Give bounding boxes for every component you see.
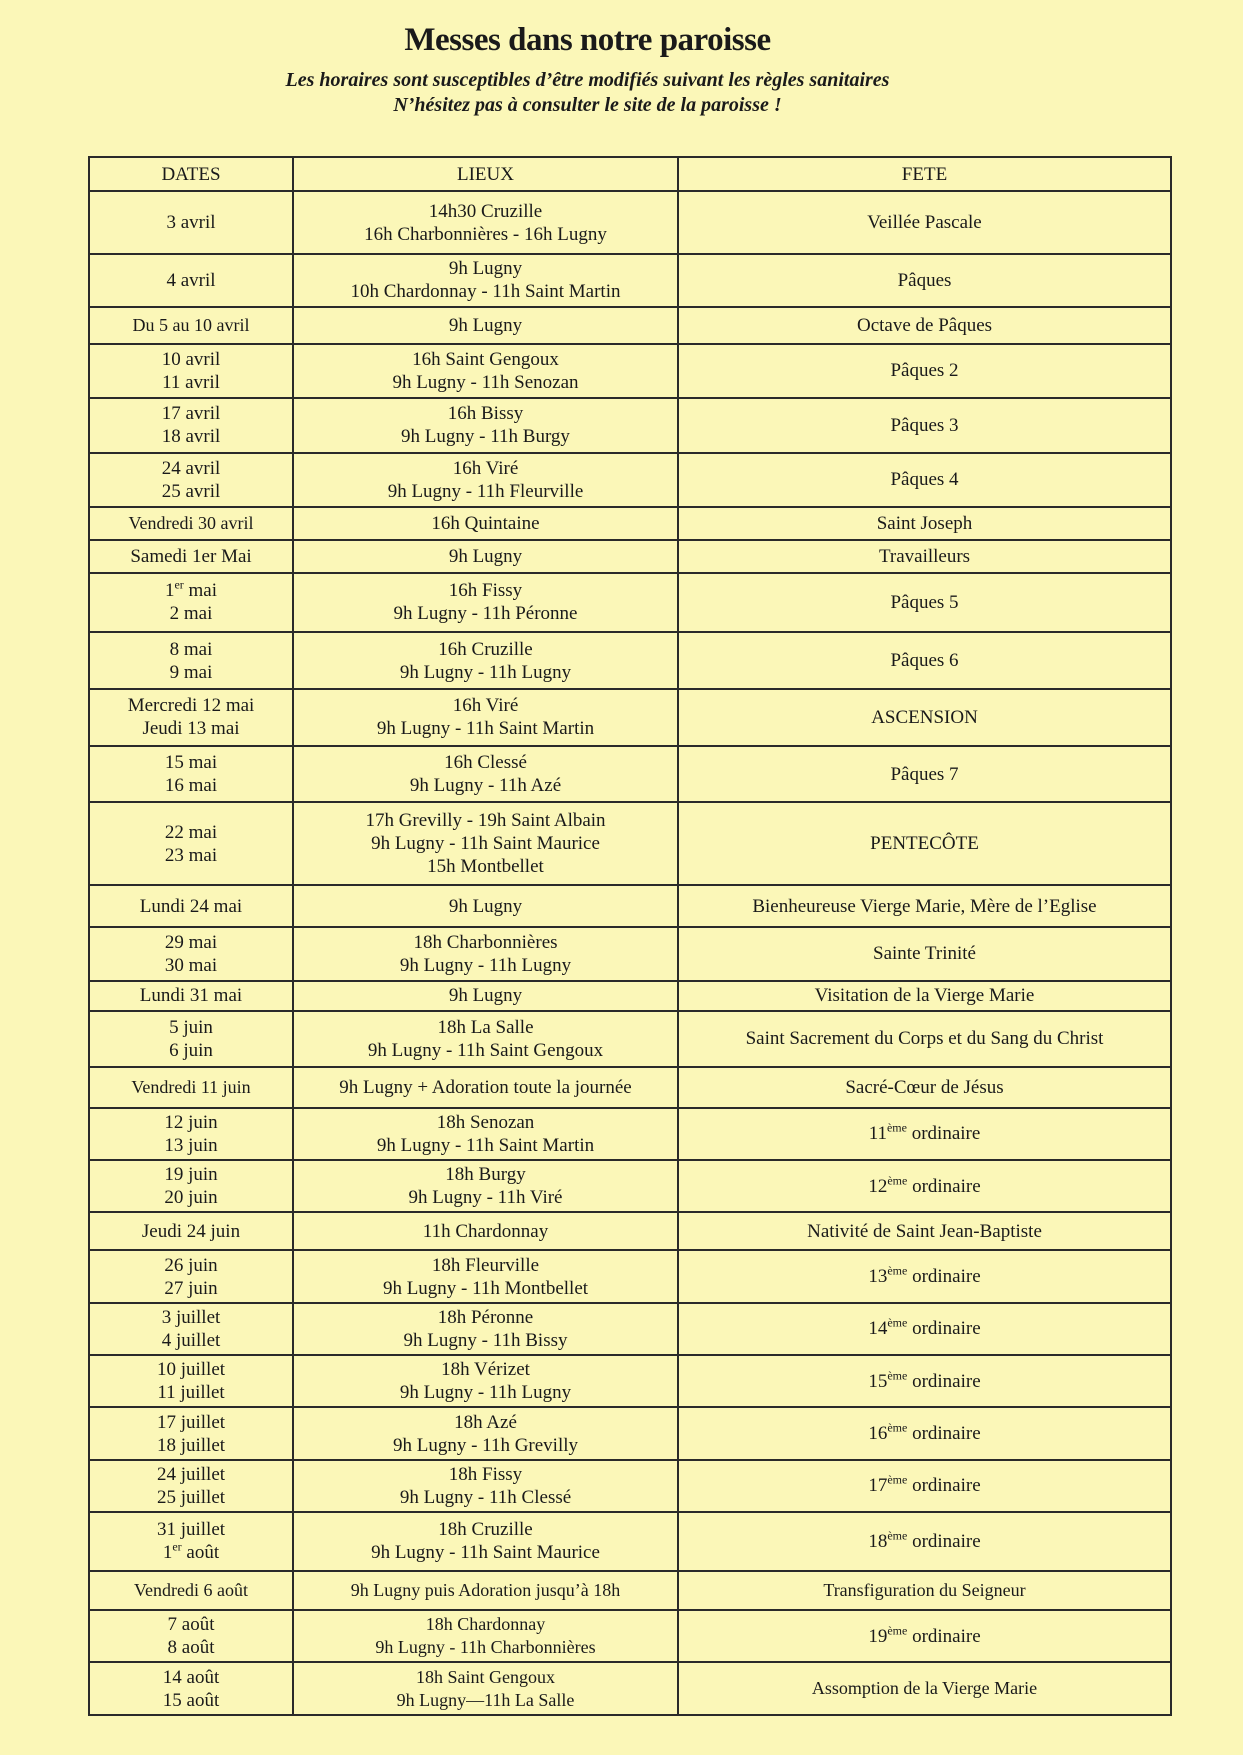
location-line: 9h Lugny [448,258,523,280]
subtitle-website-hint: N’hésitez pas à consulter le site de la paroisse ! [393,94,782,116]
date-line: 8 août [167,1637,215,1659]
cell-dates [89,1108,293,1160]
cell-fete [678,1160,1171,1212]
location-line: 9h Lugny - 11h Charbonnières [375,1637,596,1658]
date-line: 25 juillet [156,1486,226,1508]
date-line: 3 avril [166,212,216,234]
cell-fete [678,1067,1171,1107]
table-row [89,344,1171,399]
location-line: 16h Quintaine [431,512,540,534]
date-line: 18 juillet [156,1434,226,1456]
cell-dates [89,1407,293,1459]
cell-dates [89,689,293,746]
cell-fete [678,398,1171,453]
cell-dates [89,1212,293,1250]
cell-fete [678,1108,1171,1160]
date-line: 24 juillet [156,1463,226,1485]
date-line: 30 mai [164,954,218,976]
date-line: 15 mai [164,752,218,774]
cell-fete [678,632,1171,689]
location-line: 9h Lugny [448,895,523,917]
date-line: 15 août [162,1689,220,1711]
feast-ordinal-superscript: ème [887,1368,908,1383]
location-line: 9h Lugny - 11h Clessé [399,1486,572,1508]
cell-dates [89,507,293,540]
date-line: 14 août [162,1666,220,1688]
cell-dates [89,453,293,508]
cell-fete [678,1303,1171,1355]
cell-fete [678,927,1171,982]
location-line: 18h Cruzille [438,1519,533,1541]
date-line: Jeudi 24 juin [141,1220,241,1242]
cell-fete [678,746,1171,803]
date-ordinal-superscript: er [172,1540,182,1555]
cell-dates [89,1067,293,1107]
feast-name: ordinaire [907,1625,981,1647]
cell-lieux [293,191,678,254]
feast-name: ordinaire [907,1266,981,1288]
table-row [89,1011,1171,1068]
cell-lieux [293,689,678,746]
column-header-dates: DATES [89,157,293,191]
cell-dates [89,307,293,344]
date-line: 19 juin [164,1164,218,1186]
feast-name: ordinaire [907,1318,981,1340]
location-line: 9h Lugny [448,314,523,336]
location-line: 18h Burgy [445,1164,526,1186]
date-line: 20 juin [164,1187,218,1209]
cell-fete [678,1662,1171,1715]
date-line: 4 juillet [161,1329,221,1351]
cell-lieux [293,802,678,885]
location-line: 18h Fissy [448,1463,523,1485]
location-line: 9h Lugny - 11h Saint Maurice [371,1542,600,1564]
cell-fete [678,540,1171,573]
location-line: 14h30 Cruzille [428,200,543,222]
cell-lieux [293,453,678,508]
cell-lieux [293,885,678,926]
cell-dates [89,191,293,254]
feast-ordinal-number: 15 [868,1370,888,1392]
date-line: 11 avril [162,371,220,393]
feast-ordinal-superscript: ème [887,1473,908,1487]
date-line: Lundi 31 mai [139,985,243,1007]
table-row [89,573,1171,633]
feast-name: Saint Joseph [876,512,973,534]
location-line: 9h Lugny—11h La Salle [396,1689,575,1710]
feast-ordinal-number: 13 [868,1266,888,1288]
feast-name: Transfiguration du Seigneur [823,1579,1026,1600]
feast-name: Travailleurs [878,545,971,567]
date-line: 17 avril [161,403,221,425]
location-line: 18h Charbonnières [413,931,558,953]
cell-dates [89,1303,293,1355]
date-line: Vendredi 11 juin [131,1076,251,1097]
cell-fete [678,802,1171,885]
location-line: 9h Lugny - 11h Senozan [392,371,579,393]
date-line: 10 avril [161,348,221,370]
feast-ordinal-superscript: ème [887,1173,908,1188]
date-line: 2 mai [169,603,213,625]
table-row [89,927,1171,982]
date-line: 4 avril [166,269,216,291]
cell-fete [678,1355,1171,1407]
cell-dates [89,632,293,689]
table-row [89,746,1171,803]
cell-dates [89,1160,293,1212]
table-row [89,689,1171,746]
date-line: 17 juillet [156,1411,226,1433]
feast-ordinal-number: 12 [868,1175,888,1197]
cell-fete [678,981,1171,1010]
cell-dates [89,254,293,306]
date-line: Lundi 24 mai [139,895,243,917]
date-line: 6 juin [169,1039,213,1061]
date-line: 8 mai [169,638,213,660]
cell-lieux [293,746,678,803]
table-header-row [89,157,1171,191]
date-line: Vendredi 6 août [134,1579,248,1600]
feast-name: Pâques 2 [890,360,959,382]
cell-lieux [293,1355,678,1407]
feast-name: Pâques [897,269,952,291]
table-row [89,1250,1171,1302]
location-line: 9h Lugny + Adoration toute la journée [339,1076,632,1098]
cell-lieux [293,927,678,982]
location-line: 9h Lugny - 11h Saint Maurice [371,833,600,855]
location-line: 17h Grevilly - 19h Saint Albain [365,810,606,832]
cell-lieux [293,1250,678,1302]
date-line: 10 juillet [156,1359,226,1381]
feast-name: Pâques 5 [890,591,959,613]
location-line: 9h Lugny - 11h Lugny [399,661,572,683]
feast-name: Nativité de Saint Jean-Baptiste [807,1220,1042,1242]
location-line: 18h Vérizet [441,1359,530,1381]
feast-ordinal-superscript: ème [887,1623,908,1638]
location-line: 16h Bissy [447,403,524,425]
location-line: 9h Lugny - 11h Lugny [399,954,572,976]
table-row [89,1212,1171,1250]
cell-lieux [293,1212,678,1250]
cell-fete [678,1212,1171,1250]
cell-fete [678,1571,1171,1610]
cell-lieux [293,1662,678,1715]
cell-dates [89,1512,293,1571]
cell-dates [89,802,293,885]
date-line: 16 mai [164,775,218,797]
cell-lieux [293,344,678,399]
cell-lieux [293,1067,678,1107]
subtitle-notice: Les horaires sont susceptibles d’être modifiés suivant les règles sanitaires [285,69,890,91]
location-line: 18h Saint Gengoux [416,1666,555,1687]
cell-fete [678,689,1171,746]
table-row [89,507,1171,540]
table-row [89,802,1171,885]
cell-lieux [293,1571,678,1610]
table-row [89,1407,1171,1459]
cell-lieux [293,1011,678,1068]
cell-fete [678,453,1171,508]
location-line: 9h Lugny - 11h Saint Gengoux [367,1039,604,1061]
cell-dates [89,1355,293,1407]
feast-ordinal-superscript: ème [887,1420,908,1435]
date-line: 1er mai [164,578,218,602]
date-line: 27 juin [164,1277,218,1299]
feast-name: Octave de Pâques [856,314,993,336]
location-line: 9h Lugny [448,545,523,567]
table-row [89,1160,1171,1212]
date-line: 9 mai [169,661,213,683]
cell-dates [89,1011,293,1068]
location-line: 16h Viré [452,695,519,717]
feast-ordinal-superscript: ème [887,1263,908,1278]
feast-ordinal-superscript: ème [886,1120,907,1135]
date-line: 26 juin [164,1254,218,1276]
date-line: 23 mai [164,844,218,866]
location-line: 9h Lugny puis Adoration jusqu’à 18h [350,1579,621,1600]
cell-dates [89,540,293,573]
column-header-lieux: LIEUX [293,157,678,191]
feast-name: ordinaire [907,1530,981,1552]
location-line: 9h Lugny [448,985,523,1007]
feast-ordinal-number: 18 [868,1530,888,1552]
location-line: 9h Lugny - 11h Montbellet [382,1277,589,1299]
date-line: 24 avril [161,457,221,479]
location-line: 9h Lugny - 11h Lugny [399,1382,572,1404]
location-line: 9h Lugny - 11h Fleurville [387,480,584,502]
feast-ordinal-number: 17 [868,1475,888,1497]
date-line: 25 avril [161,480,221,502]
column-header-fete: FETE [678,157,1171,191]
table-row [89,1303,1171,1355]
cell-dates [89,1250,293,1302]
cell-fete [678,307,1171,344]
table-row [89,307,1171,344]
date-line: 31 juillet [156,1519,226,1541]
cell-dates [89,746,293,803]
cell-dates [89,1460,293,1512]
date-line: Vendredi 30 avril [128,512,254,533]
location-line: 18h Chardonnay [425,1614,546,1635]
feast-name: ordinaire [907,1475,981,1497]
cell-lieux [293,1460,678,1512]
cell-lieux [293,540,678,573]
table-row [89,1571,1171,1610]
cell-lieux [293,981,678,1010]
cell-dates [89,1662,293,1715]
date-line: 11 juillet [157,1382,225,1404]
location-line: 18h Azé [454,1411,517,1433]
cell-lieux [293,632,678,689]
location-line: 9h Lugny - 11h Burgy [401,426,570,448]
cell-lieux [293,1108,678,1160]
location-line: 18h Péronne [437,1306,534,1328]
feast-name: ASCENSION [871,706,978,728]
cell-dates [89,344,293,399]
cell-lieux [293,573,678,633]
location-line: 16h Clessé [444,752,527,774]
cell-lieux [293,1160,678,1212]
table-row [89,1355,1171,1407]
feast-name: Sacré-Cœur de Jésus [845,1076,1004,1098]
feast-name: Pâques 6 [890,650,959,672]
cell-fete [678,573,1171,633]
cell-lieux [293,1303,678,1355]
location-line: 16h Cruzille [438,638,533,660]
feast-name: PENTECÔTE [870,833,979,855]
feast-ordinal-number: 16 [868,1423,888,1445]
cell-fete [678,1610,1171,1662]
cell-fete [678,1512,1171,1571]
feast-name: Saint Sacrement du Corps et du Sang du Christ [745,1028,1104,1050]
location-line: 16h Charbonnières - 16h Lugny [364,223,607,245]
cell-fete [678,254,1171,306]
table-row [89,453,1171,508]
location-line: 9h Lugny - 11h Saint Martin [376,1134,595,1156]
location-line: 11h Chardonnay [422,1220,549,1242]
feast-name: ordinaire [907,1175,981,1197]
cell-fete [678,1250,1171,1302]
cell-fete [678,191,1171,254]
feast-name: Sainte Trinité [873,943,976,965]
location-line: 18h Senozan [436,1111,535,1133]
location-line: 9h Lugny - 11h Grevilly [392,1434,579,1456]
date-line: 1er août [162,1540,220,1564]
feast-name: ordinaire [906,1123,981,1145]
location-line: 15h Montbellet [427,856,544,878]
cell-lieux [293,1407,678,1459]
table-row [89,632,1171,689]
cell-fete [678,507,1171,540]
feast-name: Pâques 4 [890,469,959,491]
cell-fete [678,1011,1171,1068]
cell-dates [89,1571,293,1610]
date-line: 13 juin [164,1134,218,1156]
cell-dates [89,398,293,453]
mass-schedule-table [88,156,1172,1716]
date-line: 7 août [167,1614,215,1636]
cell-lieux [293,307,678,344]
cell-lieux [293,1512,678,1571]
cell-dates [89,573,293,633]
cell-lieux [293,254,678,306]
location-line: 18h La Salle [437,1016,534,1038]
feast-name: Veillée Pascale [867,212,982,234]
feast-name: Pâques 7 [890,763,959,785]
location-line: 16h Saint Gengoux [412,348,559,370]
date-line: 18 avril [161,426,221,448]
date-line: Mercredi 12 mai [127,695,255,717]
location-line: 18h Fleurville [431,1254,540,1276]
feast-ordinal-number: 11 [868,1123,887,1145]
date-ordinal-superscript: er [174,578,184,593]
cell-dates [89,1610,293,1662]
cell-dates [89,927,293,982]
table-row [89,254,1171,306]
date-line: 12 juin [164,1111,218,1133]
date-line: 5 juin [169,1016,213,1038]
date-line: Samedi 1er Mai [130,545,252,567]
location-line: 16h Fissy [448,580,523,602]
feast-name: Pâques 3 [890,414,959,436]
feast-name: ordinaire [907,1370,981,1392]
cell-lieux [293,507,678,540]
date-line: 29 mai [164,931,218,953]
table-row [89,1512,1171,1571]
table-row [89,1108,1171,1160]
cell-fete [678,344,1171,399]
cell-fete [678,1407,1171,1459]
location-line: 9h Lugny - 11h Azé [409,775,562,797]
feast-name: Bienheureuse Vierge Marie, Mère de l’Eglise [752,895,1097,917]
feast-ordinal-superscript: ème [887,1316,908,1331]
table-row [89,885,1171,926]
date-line: Du 5 au 10 avril [132,314,250,335]
date-line: Jeudi 13 mai [142,718,240,740]
table-row [89,398,1171,453]
table-row [89,1610,1171,1662]
date-line: 22 mai [164,821,218,843]
cell-dates [89,981,293,1010]
location-line: 9h Lugny - 11h Saint Martin [376,718,595,740]
table-row [89,1460,1171,1512]
table-row [89,1662,1171,1715]
feast-ordinal-number: 14 [868,1318,888,1340]
location-line: 9h Lugny - 11h Péronne [393,603,578,625]
cell-fete [678,1460,1171,1512]
feast-name: ordinaire [907,1423,981,1445]
feast-name: Visitation de la Vierge Marie [814,985,1035,1007]
cell-lieux [293,1610,678,1662]
location-line: 10h Chardonnay - 11h Saint Martin [350,281,621,303]
table-row [89,540,1171,573]
feast-ordinal-superscript: ème [887,1528,908,1543]
page-title: Messes dans notre paroisse [404,22,771,58]
table-row [89,191,1171,254]
cell-dates [89,885,293,926]
table-row [89,1067,1171,1107]
feast-name: Assomption de la Vierge Marie [811,1678,1038,1699]
feast-ordinal-number: 19 [868,1625,888,1647]
cell-fete [678,885,1171,926]
table-row [89,981,1171,1010]
location-line: 9h Lugny - 11h Viré [408,1187,563,1209]
location-line: 16h Viré [452,457,519,479]
cell-lieux [293,398,678,453]
date-line: 3 juillet [161,1306,221,1328]
location-line: 9h Lugny - 11h Bissy [403,1329,568,1351]
